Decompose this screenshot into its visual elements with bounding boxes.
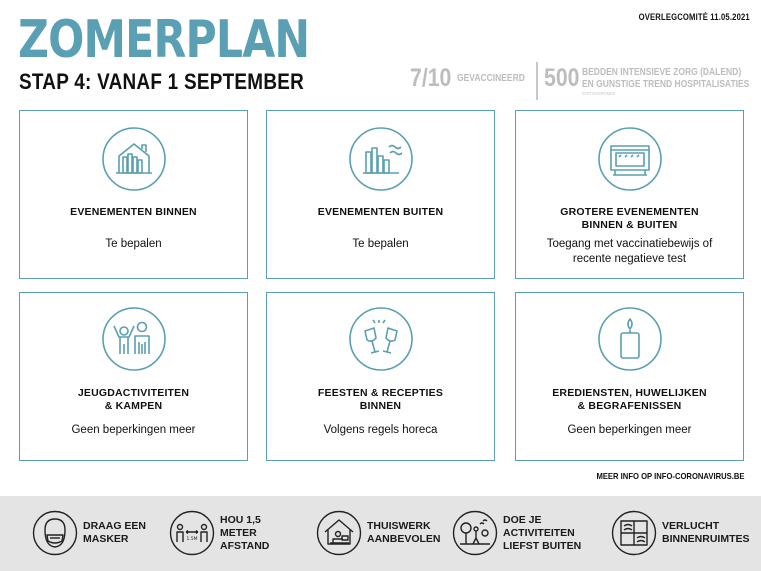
card-parties-receptions [266, 292, 495, 461]
beds-hashtag: #CRTOIAWFKMKE [582, 91, 616, 96]
vaccination-value: 7/10 [410, 64, 452, 92]
distance-icon [169, 510, 215, 556]
tip-home-work [316, 510, 455, 556]
tip-line-1: THUISWERK [367, 520, 431, 532]
building-icon [101, 126, 167, 192]
distance-label: 1.5M [186, 537, 198, 542]
beds-line-1: BEDDEN INTENSIEVE ZORG (DALEND) [582, 67, 742, 78]
tip-text [367, 520, 455, 546]
card-label-line-1: GROTERE EVENEMENTEN [560, 206, 699, 218]
more-info-link[interactable]: MEER INFO OP INFO-CORONAVIRUS.BE [596, 471, 745, 481]
tip-line-1: VERLUCHT [662, 520, 720, 532]
outdoor-event-icon [348, 126, 414, 192]
card-value: Geen beperkingen meer [71, 424, 196, 436]
children-icon [101, 306, 167, 372]
tip-line-2: BINNENRUIMTES [662, 533, 750, 545]
tip-text [503, 514, 603, 553]
tip-line-2: METER AFSTAND [220, 526, 270, 552]
card-value: Toegang met vaccinatiebewijs of recente negatieve test [546, 238, 713, 265]
card-label-line-2: & BEGRAFENISSEN [577, 400, 682, 412]
card-value: Geen beperkingen meer [567, 424, 692, 436]
tip-mask [32, 510, 171, 556]
tip-line-2: MASKER [83, 533, 129, 545]
card-ceremonies [515, 292, 744, 461]
tip-line-2: AANBEVOLEN [367, 533, 441, 545]
beds-stat [544, 64, 761, 97]
card-label-line-2: & KAMPEN [104, 400, 163, 412]
tip-outdoor [452, 510, 603, 556]
page-subtitle: STAP 4: VANAF 1 SEPTEMBER [19, 69, 305, 94]
beds-line-2: EN GUNSTIGE TREND HOSPITALISATIES [582, 79, 750, 90]
card-value: Te bepalen [105, 238, 162, 250]
tip-line-1: DRAAG EEN [83, 520, 147, 532]
tip-text [662, 520, 750, 546]
card-label [522, 206, 737, 232]
vaccination-label: GEVACCINEERD [456, 73, 525, 84]
committee-date: OVERLEGCOMITÉ 11.05.2021 [638, 12, 750, 22]
vaccination-stat [410, 64, 537, 93]
ventilate-icon [611, 510, 657, 556]
mask-icon [32, 510, 78, 556]
card-label-line-2: BINNEN & BUITEN [581, 219, 678, 231]
card-label-line-1: FEESTEN & RECEPTIES [317, 387, 444, 399]
tip-line-2: LIEFST BUITEN [503, 539, 582, 552]
card-label: EVENEMENTEN BUITEN [317, 206, 444, 218]
home-work-icon [316, 510, 362, 556]
card-label-line-1: JEUGDACTIVITEITEN [77, 387, 190, 399]
tip-text [220, 514, 308, 553]
card-large-events [515, 110, 744, 279]
page-title: ZOMERPLAN [18, 10, 310, 70]
card-label-line-2: BINNEN [359, 400, 402, 412]
card-events-indoor [19, 110, 248, 279]
card-label [26, 387, 241, 413]
tip-line-1: HOU 1,5 [220, 513, 261, 526]
tip-text [83, 520, 171, 546]
tip-distance [169, 510, 308, 556]
card-label [522, 387, 737, 413]
card-label: EVENEMENTEN BINNEN [70, 206, 197, 218]
card-value: Te bepalen [352, 238, 409, 250]
candle-icon [597, 306, 663, 372]
card-events-outdoor [266, 110, 495, 279]
tip-ventilate [611, 510, 750, 556]
card-label-line-1: EREDIENSTEN, HUWELIJKEN [552, 387, 707, 399]
card-label [273, 387, 488, 413]
card-value: Volgens regels horeca [323, 424, 438, 436]
tip-line-1: DOE JE ACTIVITEITEN [503, 513, 575, 539]
card-youth-activities [19, 292, 248, 461]
stage-icon [597, 126, 663, 192]
outdoor-icon [452, 510, 498, 556]
footer-tips [0, 496, 761, 571]
toast-icon [348, 306, 414, 372]
beds-value: 500 [544, 64, 580, 92]
stat-divider [536, 62, 538, 100]
